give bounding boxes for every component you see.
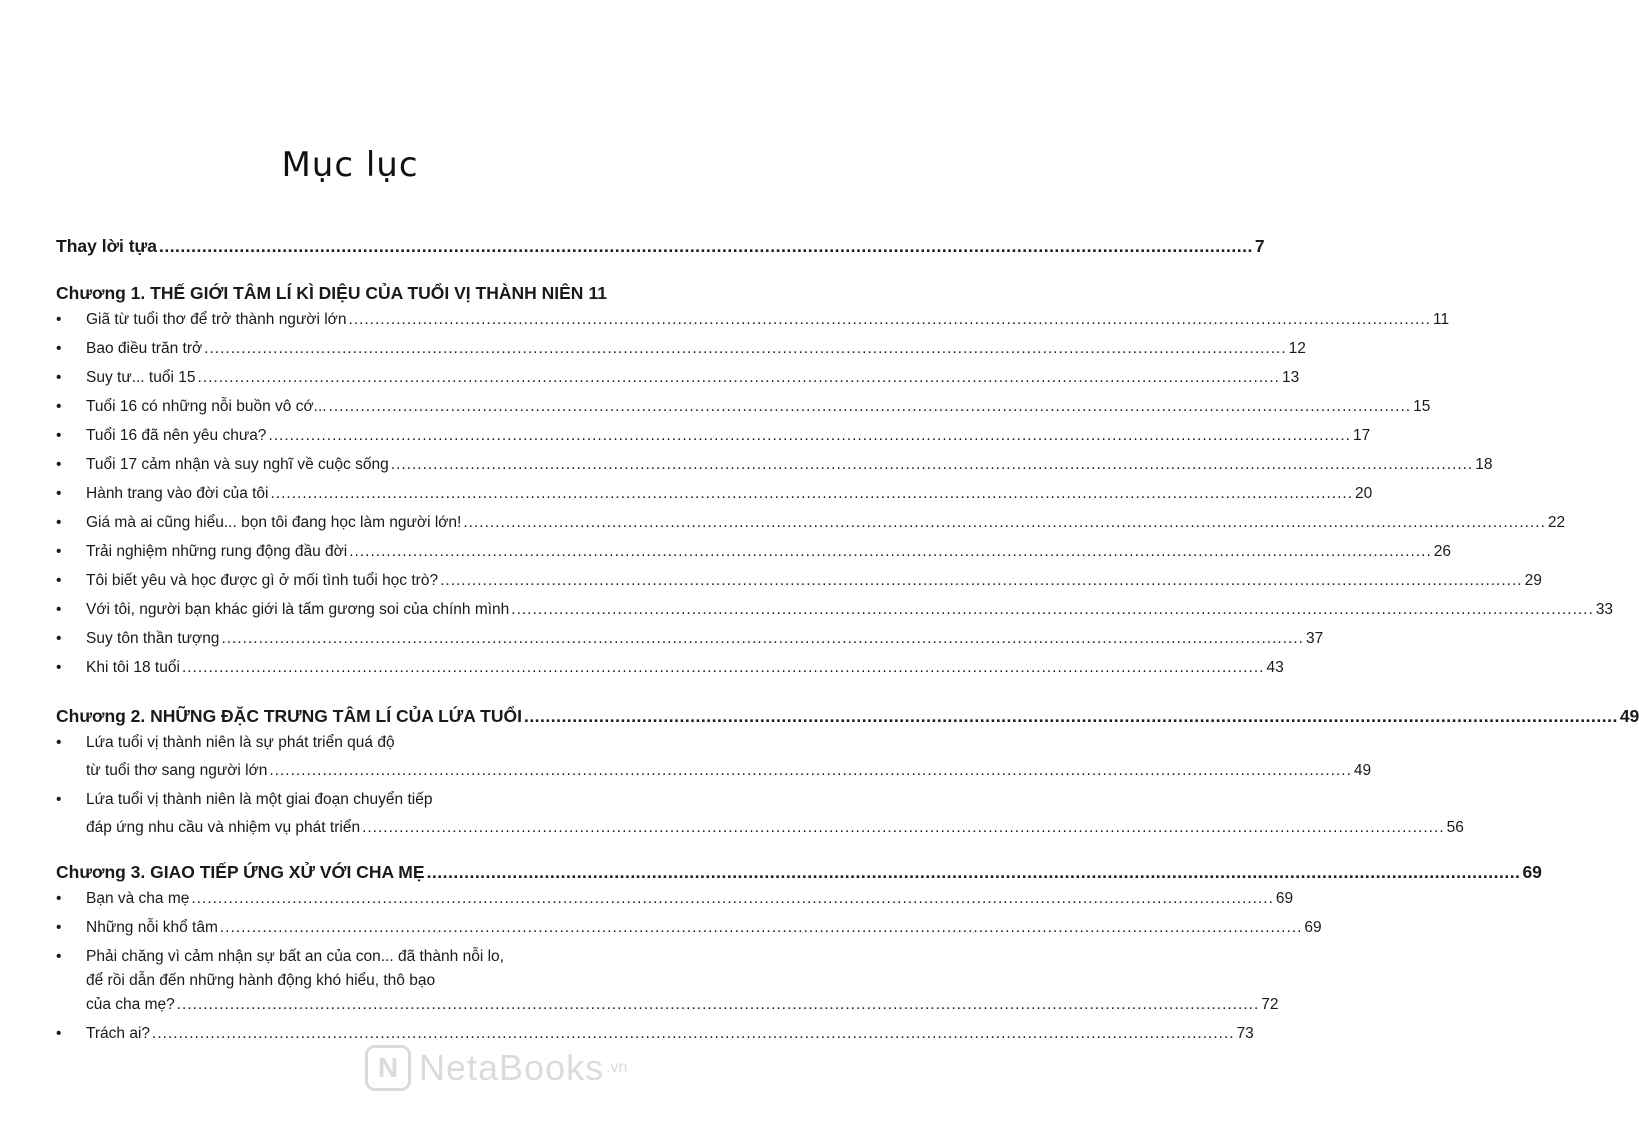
toc-page-number: 7 [1254, 236, 1265, 256]
toc-item-continuation[interactable] [86, 996, 1279, 1014]
toc-page-number: 15 [1413, 398, 1431, 415]
toc-item[interactable] [56, 340, 1306, 358]
toc-item[interactable] [56, 311, 1450, 329]
toc-item[interactable] [56, 369, 1300, 387]
page-title: Mục lục [281, 145, 419, 185]
bullet-icon: • [56, 1025, 62, 1042]
toc-entry-title: Chương 1. THẾ GIỚI TÂM LÍ KÌ DIỆU CỦA TUỔI VỊ THÀNH NIÊN [56, 283, 584, 303]
toc-item[interactable] [56, 659, 1284, 677]
netabooks-logo-icon: N [365, 1045, 411, 1091]
toc-entry-title-cont: để rồi dẫn đến những hành động khó hiểu, thô bạo [86, 972, 436, 989]
leader-dots [348, 311, 1431, 329]
bullet-icon: • [56, 948, 62, 965]
leader-dots [329, 398, 1412, 416]
toc-page-number: 49 [1353, 762, 1372, 779]
bullet-icon: • [56, 456, 62, 473]
toc-item[interactable] [56, 398, 1431, 416]
toc-item[interactable] [56, 427, 1371, 445]
toc-item[interactable] [56, 890, 1294, 908]
toc-page-number: 37 [1305, 630, 1324, 647]
leader-dots [182, 659, 1265, 677]
toc-entry-title: Lứa tuổi vị thành niên là một giai đoạn chuyển tiếp [86, 791, 433, 808]
toc-page-number: 17 [1352, 427, 1371, 444]
toc-entry-title: Tôi biết yêu và học được gì ở mối tình tuổi học trò? [86, 572, 439, 589]
toc-item[interactable] [56, 456, 1493, 474]
toc-page-number: 29 [1524, 572, 1542, 589]
toc-entry-title-cont: đáp ứng nhu cầu và nhiệm vụ phát triển [86, 819, 361, 836]
toc-entry-title: Tuổi 16 có những nỗi buồn vô cớ... [86, 398, 327, 415]
toc-chapter-3[interactable] [56, 862, 1542, 883]
toc-page-number: 11 [588, 283, 607, 303]
toc-entry-title: Bạn và cha mẹ [86, 890, 190, 907]
leader-dots [391, 456, 1474, 474]
bullet-icon: • [56, 630, 62, 647]
toc-item-continuation[interactable] [86, 762, 1372, 780]
toc-entry-preface[interactable] [56, 236, 1265, 257]
leader-dots [427, 862, 1521, 883]
toc-entry-title: Với tôi, người bạn khác giới là tấm gương soi của chính mình [86, 601, 510, 618]
toc-page-number: 33 [1595, 601, 1614, 618]
leader-dots [524, 706, 1618, 727]
leader-dots [269, 762, 1352, 780]
toc-item[interactable] [56, 734, 644, 752]
toc-page-number: 12 [1288, 340, 1306, 357]
toc-page-number: 13 [1281, 369, 1300, 386]
leader-dots [349, 543, 1432, 561]
toc-entry-title: Khi tôi 18 tuổi [86, 659, 180, 676]
toc-entry-title: Giá mà ai cũng hiểu... bọn tôi đang học làm người lớn! [86, 514, 462, 531]
toc-entry-title: Những nỗi khổ tâm [86, 919, 218, 936]
bullet-icon: • [56, 734, 62, 751]
toc-item[interactable] [56, 948, 644, 966]
toc-item[interactable] [56, 572, 1542, 590]
toc-entry-title: Tuổi 16 đã nên yêu chưa? [86, 427, 267, 444]
toc-entry-title: Thay lời tựa [56, 236, 157, 256]
bullet-icon: • [56, 398, 62, 415]
toc-chapter-1[interactable] [56, 283, 644, 304]
toc-entry-title-cont: từ tuổi thơ sang người lớn [86, 762, 268, 779]
toc-item[interactable] [56, 791, 644, 809]
toc-entry-title: Chương 3. GIAO TIẾP ỨNG XỬ VỚI CHA MẸ [56, 862, 425, 882]
leader-dots [362, 819, 1445, 837]
toc-item[interactable] [56, 1025, 1254, 1043]
toc-entry-title: Suy tôn thần tượng [86, 630, 220, 647]
toc-entry-title: Tuổi 17 cảm nhận và suy nghĩ về cuộc sống [86, 456, 389, 473]
leader-dots [220, 919, 1303, 937]
toc-page-number: 69 [1522, 862, 1542, 882]
bullet-icon: • [56, 369, 62, 386]
toc-page-number: 49 [1619, 706, 1639, 726]
toc-page-number: 22 [1547, 514, 1566, 531]
watermark [365, 1045, 627, 1091]
toc-item[interactable] [56, 630, 1324, 648]
toc-entry-title: Suy tư... tuổi 15 [86, 369, 196, 386]
toc-entry-title: Giã từ tuổi thơ để trở thành người lớn [86, 311, 347, 328]
toc-page-number: 69 [1275, 890, 1294, 907]
bullet-icon: • [56, 311, 62, 328]
bullet-icon: • [56, 572, 62, 589]
toc-item-continuation[interactable] [86, 819, 1464, 837]
leader-dots [511, 601, 1594, 619]
bullet-icon: • [56, 791, 62, 808]
toc-entry-title-cont: của cha mẹ? [86, 996, 175, 1013]
bullet-icon: • [56, 340, 62, 357]
bullet-icon: • [56, 514, 62, 531]
bullet-icon: • [56, 919, 62, 936]
leader-dots [204, 340, 1287, 358]
toc-chapter-2[interactable] [56, 706, 1639, 727]
toc-page-number: 56 [1446, 819, 1464, 836]
leader-dots [221, 630, 1304, 648]
watermark-brand: NetaBooks [419, 1047, 605, 1088]
toc-page-number: 26 [1433, 543, 1452, 560]
leader-dots [440, 572, 1523, 590]
leader-dots [152, 1025, 1235, 1043]
toc-page-number: 20 [1355, 485, 1373, 502]
toc-entry-title: Hành trang vào đời của tôi [86, 485, 269, 502]
leader-dots [191, 890, 1274, 908]
toc-item[interactable] [56, 919, 1322, 937]
leader-dots [197, 369, 1280, 387]
bullet-icon: • [56, 427, 62, 444]
toc-page-number: 43 [1266, 659, 1284, 676]
toc-entry-title: Trải nghiệm những rung động đầu đời [86, 543, 348, 560]
toc-entry-title: Trách ai? [86, 1025, 151, 1042]
toc-item[interactable] [56, 514, 1566, 532]
leader-dots [268, 427, 1351, 445]
toc-page-number: 18 [1475, 456, 1493, 473]
bullet-icon: • [56, 601, 62, 618]
toc-item[interactable] [56, 601, 1614, 619]
bullet-icon: • [56, 485, 62, 502]
bullet-icon: • [56, 890, 62, 907]
toc-page-number: 72 [1261, 996, 1279, 1013]
leader-dots [177, 996, 1260, 1014]
toc-entry-title: Phải chăng vì cảm nhận sự bất an của con... đã thành nỗi lo, [86, 948, 504, 965]
toc-entry-title: Lứa tuổi vị thành niên là sự phát triển quá độ [86, 734, 395, 751]
bullet-icon: • [56, 659, 62, 676]
toc-entry-title: Chương 2. NHỮNG ĐẶC TRƯNG TÂM LÍ CỦA LỨA TUỔI [56, 706, 522, 726]
watermark-suffix: .vn [606, 1059, 628, 1076]
toc-entry-title: Bao điều trăn trở [86, 340, 203, 357]
leader-dots [271, 485, 1354, 503]
leader-dots [463, 514, 1546, 532]
bullet-icon: • [56, 543, 62, 560]
toc-item[interactable] [56, 485, 1373, 503]
toc-page-number: 73 [1236, 1025, 1254, 1042]
toc-page-number: 69 [1304, 919, 1322, 936]
toc-page-number: 11 [1432, 311, 1450, 328]
leader-dots [159, 236, 1253, 257]
toc-item[interactable] [56, 543, 1452, 561]
